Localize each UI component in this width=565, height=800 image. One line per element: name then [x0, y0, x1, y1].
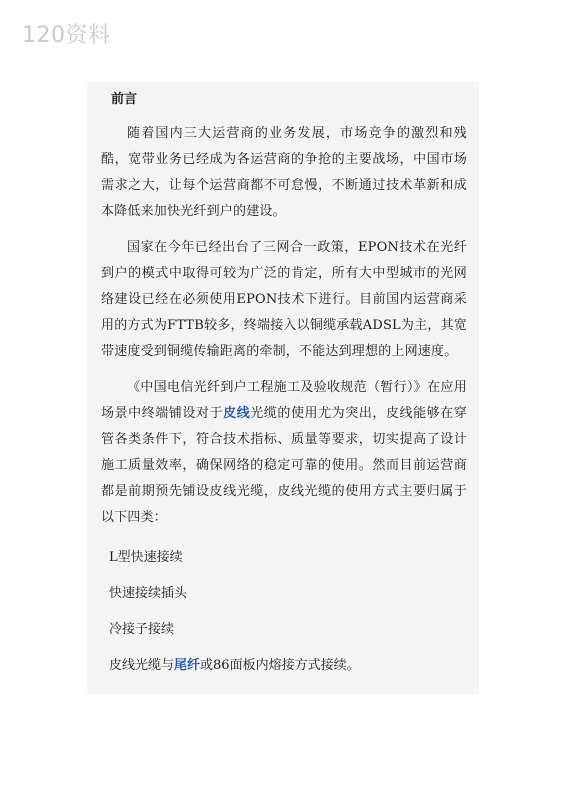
- paragraph-3: [101, 375, 467, 531]
- weixian-link[interactable]: 尾纤: [174, 658, 201, 673]
- section-heading: 前言: [111, 92, 138, 107]
- list-item-4: [109, 653, 467, 679]
- watermark: 120资料: [22, 23, 111, 48]
- list-item-1: L型快速接续: [109, 550, 183, 565]
- list-item-4-text-after: 或86面板内熔接方式接续。: [200, 658, 360, 673]
- list-item-4-text-before: 皮线光缆与: [109, 658, 175, 673]
- document-card: [87, 82, 479, 694]
- paragraph-3-text-before: 《中国电信光纤到户工程施工及验收规范（暂行）》在应用场景中终端铺设对于: [101, 380, 467, 421]
- paragraph-1: 随着国内三大运营商的业务发展，市场竞争的激烈和残酷，宽带业务已经成为各运营商的争抢的主要战场，中国市场需求之大，让每个运营商都不可怠慢，不断通过技术革新和成本降低来加快光纤到户的建设。: [101, 126, 467, 219]
- paragraph-3-text-after: 光缆的使用尤为突出，皮线能够在穿管各类条件下，符合技术指标、质量等要求，切实提高了设计施工质量效率，确保网络的稳定可靠的使用。然而目前运营商都是前期预先铺设皮线光缆，皮线光缆的使用方式主要归属于以下四类：: [101, 406, 467, 525]
- paragraph-2: 国家在今年已经出台了三网合一政策，EPON技术在光纤到户的模式中取得可较为广泛的肯定，所有大中型城市的光网络建设已经在必须使用EPON技术下进行。目前国内运营商采用的方式为FTTB较多，终端接入以铜缆承载ADSL为主，其宽带速度受到铜缆传输距离的牵制，不能达到理想的上网速度。: [101, 240, 467, 359]
- pixian-link[interactable]: 皮线: [223, 406, 251, 421]
- list-item-3: 冷接子接续: [109, 622, 175, 637]
- list-item-2: 快速接续插头: [109, 586, 188, 601]
